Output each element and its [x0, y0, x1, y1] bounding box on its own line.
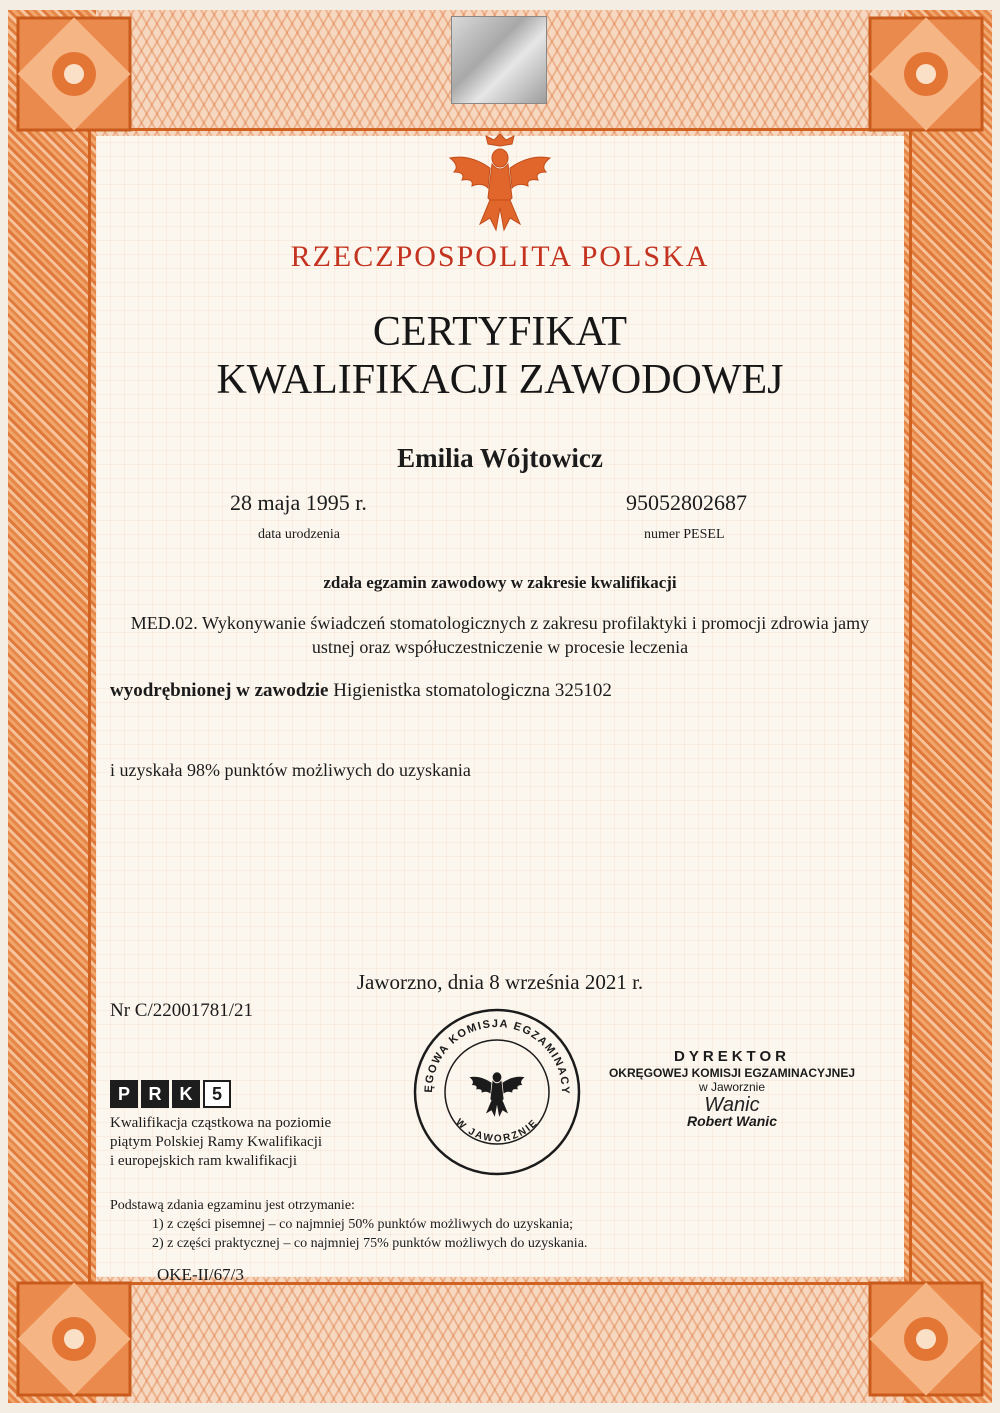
svg-text:W JAWORZNIE: W JAWORZNIE — [453, 1116, 541, 1145]
qualification-line2: ustnej oraz współuczestniczenie w procesie leczenia — [311, 637, 689, 657]
corner-ornament-icon — [866, 14, 986, 134]
pesel-label: numer PESEL — [644, 527, 725, 542]
birth-date-label: data urodzenia — [258, 527, 341, 542]
basis-intro: Podstawą zdania egzaminu jest otrzymanie: — [110, 1198, 355, 1213]
certificate-title-line2: KWALIFIKACJI ZAWODOWEJ — [216, 357, 784, 403]
certificate-title-line1: CERTYFIKAT — [372, 309, 628, 355]
basis-item: 2) z części praktycznej – co najmniej 75% punktów możliwych do uzyskania. — [152, 1236, 588, 1251]
director-organization: OKRĘGOWEJ KOMISJI EGZAMINACYJNEJ — [608, 1066, 856, 1080]
prk-level-badge — [110, 1080, 231, 1108]
svg-text:OKRĘGOWA KOMISJA EGZAMINACYJNA: ĘGOWA KOMISJA EGZAMINACY — [422, 1017, 572, 1096]
birth-date-value: 28 maja 1995 r. — [230, 490, 367, 515]
holder-name: Emilia Wójtowicz — [397, 443, 603, 473]
prk-desc-line: piątym Polskiej Ramy Kwalifikacji — [110, 1134, 323, 1150]
prk-level: 5 — [203, 1080, 231, 1108]
director-name: Robert Wanic — [687, 1113, 777, 1129]
prk-description — [110, 1114, 331, 1171]
certificate-number: Nr C/22001781/21 — [110, 1000, 254, 1021]
pesel-value: 95052802687 — [626, 490, 747, 515]
country-name: RZECZPOSPOLITA POLSKA — [290, 240, 710, 273]
profession-line — [110, 680, 612, 702]
profession-value: Higienistka stomatologiczna 325102 — [333, 680, 612, 701]
director-title: DYREKTOR — [674, 1048, 790, 1065]
exam-basis-note — [110, 1196, 587, 1253]
prk-letter: P — [110, 1080, 138, 1108]
director-city: w Jaworznie — [698, 1080, 766, 1094]
prk-letter: K — [172, 1080, 200, 1108]
exam-intro: zdała egzamin zawodowy w zakresie kwalifikacji — [323, 573, 677, 592]
corner-ornament-icon — [14, 14, 134, 134]
prk-desc-line: Kwalifikacja cząstkowa na poziomie — [110, 1115, 332, 1131]
score-text: i uzyskała 98% punktów możliwych do uzyskania — [110, 760, 471, 780]
director-signature-block — [602, 1048, 862, 1129]
basis-item: 1) z części pisemnej – co najmniej 50% punktów możliwych do uzyskania; — [152, 1217, 574, 1232]
profession-label: wyodrębnionej w zawodzie — [110, 680, 329, 701]
hologram-sticker — [451, 16, 547, 104]
official-seal-stamp — [410, 1005, 584, 1179]
corner-ornament-icon — [14, 1279, 134, 1399]
qualification-text — [105, 611, 895, 659]
eagle-emblem-icon — [440, 128, 560, 238]
corner-ornament-icon — [866, 1279, 986, 1399]
handwritten-signature: Wanic — [704, 1094, 760, 1116]
prk-desc-line: i europejskich ram kwalifikacji — [110, 1153, 298, 1169]
qualification-line1: MED.02. Wykonywanie świadczeń stomatologicznych z zakresu profilaktyki i promocji zdrowia jamy — [130, 613, 870, 633]
prk-letter: R — [141, 1080, 169, 1108]
bottom-guilloche-band — [96, 1277, 904, 1403]
form-code: OKE-II/67/3 — [157, 1265, 244, 1284]
place-and-date: Jaworzno, dnia 8 września 2021 r. — [356, 970, 644, 994]
